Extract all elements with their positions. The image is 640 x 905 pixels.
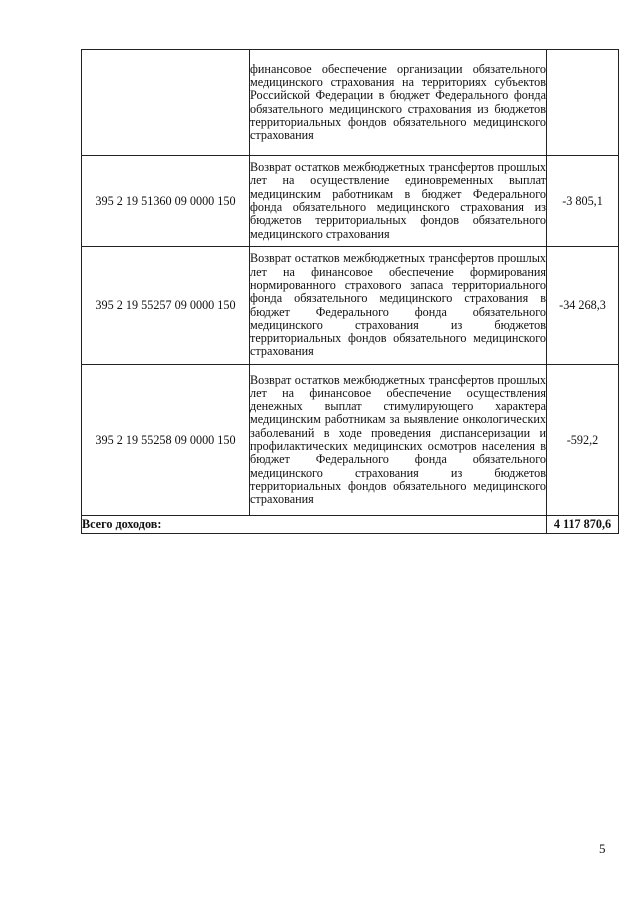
amount-cell: [547, 50, 619, 156]
classification-code-cell: [82, 50, 250, 156]
table-row: [82, 50, 619, 156]
total-label: Всего доходов:: [82, 516, 547, 534]
revenue-name-cell: Возврат остатков межбюджетных трансфертов прошлых лет на финансовое обеспечение осуществления денежных выплат стимулирующего характера медицинским работникам за выявление онкологических заболеваний в ходе проведения диспансеризации и профилактических медицинских осмотров населения в бюджет Федерального фонда обязательного медицинского страхования из бюджетов территориальных фондов обязательного медицинского страхования: [250, 365, 547, 516]
amount-cell: -3 805,1: [547, 156, 619, 247]
total-amount: 4 117 870,6: [547, 516, 619, 534]
classification-code-cell: 395 2 19 51360 09 0000 150: [82, 156, 250, 247]
revenue-name-cell: Возврат остатков межбюджетных трансфертов прошлых лет на финансовое обеспечение формирования нормированного страхового запаса территориального фонда обязательного медицинского страхования в бюджет Федерального фонда обязательного медицинского страхования из бюджетов территориальных фондов обязательного медицинского страхования: [250, 247, 547, 365]
revenue-name-cell: финансовое обеспечение организации обязательного медицинского страхования на территориях субъектов Российской Федерации в бюджет Федерального фонда обязательного медицинского страхования из бюджетов территориальных фондов обязательного медицинского страхования: [250, 50, 547, 156]
total-row: [82, 516, 619, 534]
classification-code-cell: 395 2 19 55258 09 0000 150: [82, 365, 250, 516]
table-row: [82, 156, 619, 247]
amount-cell: -34 268,3: [547, 247, 619, 365]
page-number: 5: [599, 841, 606, 856]
amount-cell: -592,2: [547, 365, 619, 516]
table-row: [82, 365, 619, 516]
table-row: [82, 247, 619, 365]
revenue-name-cell: Возврат остатков межбюджетных трансфертов прошлых лет на осуществление единовременных выплат медицинским работникам в бюджет Федерального фонда обязательного медицинского страхования из бюджетов территориальных фондов обязательного медицинского страхования: [250, 156, 547, 247]
revenue-table: [81, 49, 619, 534]
classification-code-cell: 395 2 19 55257 09 0000 150: [82, 247, 250, 365]
